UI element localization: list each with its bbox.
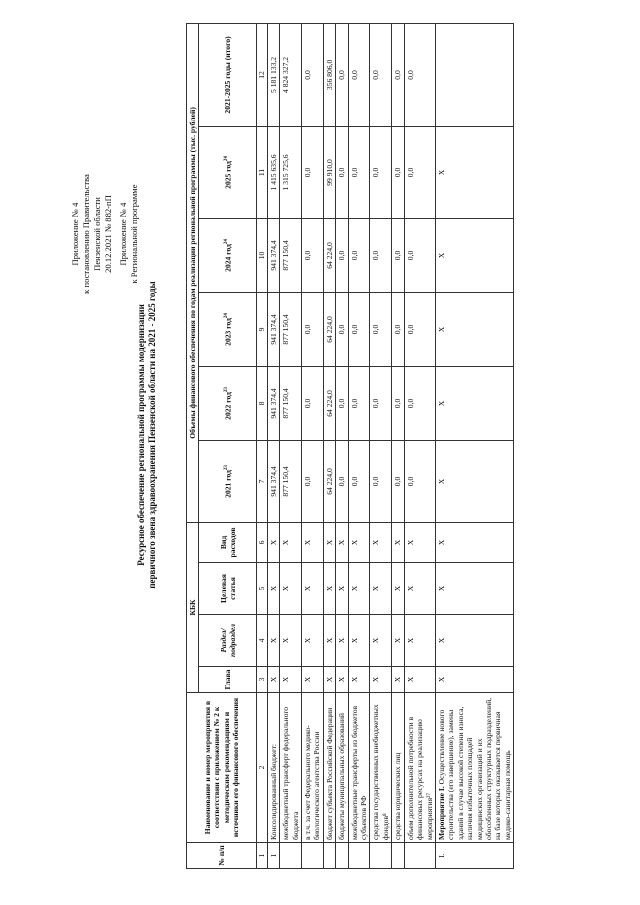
kbk-cell: X — [404, 563, 435, 615]
value-cell: 0,0 — [392, 366, 404, 440]
value-cell: 0,0 — [404, 23, 435, 126]
col-header-num: № п/п — [187, 843, 257, 869]
value-cell: 0,0 — [302, 440, 324, 522]
kbk-cell: X — [336, 667, 348, 693]
col-header-year: 2023 год$^{24}$ — [199, 292, 257, 366]
kbk-cell: X — [404, 615, 435, 667]
index-cell: 3 — [257, 667, 267, 693]
kbk-cell: X — [267, 615, 279, 667]
kbk-cell: X — [348, 667, 370, 693]
index-cell: 9 — [257, 292, 267, 366]
table-row — [267, 23, 279, 868]
index-row — [257, 23, 267, 868]
table-row — [336, 23, 348, 868]
kbk-cell: X — [392, 563, 404, 615]
value-cell: 877 150,4 — [280, 440, 302, 522]
value-cell: 0,0 — [370, 292, 392, 366]
value-cell — [435, 23, 513, 126]
value-cell: 0,0 — [336, 23, 348, 126]
kbk-cell: X — [280, 615, 302, 667]
title-line: Ресурсное обеспечение региональной программы модернизации — [136, 304, 146, 566]
value-cell: 0,0 — [336, 292, 348, 366]
value-cell: X — [435, 218, 513, 292]
index-cell: 2 — [257, 693, 267, 843]
value-cell: 356 806,0 — [323, 23, 335, 126]
annex-line: Приложение № 4 — [70, 202, 80, 266]
title-line: первичного звена здравоохранения Пензенской области на 2021 - 2025 годы — [147, 281, 157, 589]
row-name — [370, 693, 392, 843]
value-cell: 0,0 — [336, 366, 348, 440]
index-cell: 4 — [257, 615, 267, 667]
document-title — [136, 205, 158, 665]
value-cell: 0,0 — [302, 126, 324, 218]
row-number — [302, 843, 324, 869]
kbk-cell: X — [267, 667, 279, 693]
value-cell: 0,0 — [302, 292, 324, 366]
row-name — [280, 693, 302, 843]
value-cell: 64 224,0 — [323, 218, 335, 292]
value-cell: X — [435, 126, 513, 218]
value-cell: 0,0 — [370, 126, 392, 218]
table-row — [370, 23, 392, 868]
kbk-cell: X — [392, 522, 404, 562]
col-header-section: Раздел/ подраздел — [199, 615, 257, 667]
annex-line: Пензенской области — [92, 197, 102, 271]
col-header-year: 2021 год$^{23}$ — [199, 440, 257, 522]
row-name — [336, 693, 348, 843]
resource-table — [186, 23, 514, 869]
value-cell: 941 374,4 — [267, 440, 279, 522]
value-cell: 0,0 — [404, 218, 435, 292]
value-cell: 0,0 — [336, 218, 348, 292]
measure-label: Мероприятие I. — [436, 786, 446, 840]
value-cell: 0,0 — [370, 218, 392, 292]
annex-line: к Региональной программе — [129, 184, 139, 284]
annex-line: 20.12.2021 № 882-пП — [103, 195, 113, 273]
kbk-cell: X — [323, 667, 335, 693]
kbk-cell: X — [302, 615, 324, 667]
kbk-cell: X — [435, 667, 513, 693]
kbk-cell: X — [323, 615, 335, 667]
value-cell: 941 374,4 — [267, 366, 279, 440]
value-cell: 0,0 — [370, 23, 392, 126]
row-name-text: в т.ч. за счет Федерального медико-биологического агентства России — [303, 725, 322, 840]
value-cell: X — [435, 366, 513, 440]
kbk-cell: X — [280, 522, 302, 562]
table-row — [302, 23, 324, 868]
kbk-cell: X — [323, 522, 335, 562]
kbk-cell: X — [302, 563, 324, 615]
kbk-cell: X — [280, 563, 302, 615]
row-number — [404, 843, 435, 869]
row-name — [435, 693, 513, 843]
value-cell: 0,0 — [336, 440, 348, 522]
value-cell: 5 181 133,2 — [267, 23, 279, 126]
annex-line: Приложение № 4 — [118, 202, 128, 266]
annex-government-block — [70, 124, 114, 344]
row-name-text: межбюджетный трансферт федерального бюджета — [281, 706, 300, 840]
value-cell: 877 150,4 — [280, 218, 302, 292]
kbk-cell: X — [267, 522, 279, 562]
kbk-cell: X — [370, 615, 392, 667]
value-cell: 877 150,4 — [280, 292, 302, 366]
value-cell: 0,0 — [392, 218, 404, 292]
value-cell: 1 415 635,6 — [267, 126, 279, 218]
value-cell: 0,0 — [302, 218, 324, 292]
kbk-cell: X — [435, 563, 513, 615]
kbk-cell: X — [267, 563, 279, 615]
row-number — [323, 843, 335, 869]
value-cell: 0,0 — [348, 366, 370, 440]
annex-line: к постановлению Правительства — [81, 174, 91, 294]
value-cell: 1 315 725,6 — [280, 126, 302, 218]
value-cell: 0,0 — [392, 292, 404, 366]
kbk-cell: X — [336, 615, 348, 667]
kbk-cell: X — [302, 522, 324, 562]
index-cell: 7 — [257, 440, 267, 522]
row-name — [302, 693, 324, 843]
col-header-expense-type: Вид расходов — [199, 522, 257, 562]
kbk-cell: X — [348, 563, 370, 615]
kbk-cell: X — [280, 667, 302, 693]
value-cell: 877 150,4 — [280, 366, 302, 440]
value-cell: 0,0 — [348, 23, 370, 126]
value-cell: 0,0 — [370, 366, 392, 440]
value-cell: 0,0 — [370, 440, 392, 522]
row-number — [280, 843, 302, 869]
value-cell: 0,0 — [404, 366, 435, 440]
kbk-cell: X — [370, 667, 392, 693]
index-cell: 6 — [257, 522, 267, 562]
kbk-cell: X — [370, 522, 392, 562]
row-name-text: средства государственных внебюджетных фондов⁸ — [371, 704, 390, 840]
value-cell: 0,0 — [302, 23, 324, 126]
table-row — [280, 23, 302, 868]
col-header-chapter: Глава — [199, 667, 257, 693]
kbk-cell: X — [370, 563, 392, 615]
col-header-year: 2025 год$^{24}$ — [199, 126, 257, 218]
value-cell: 941 374,4 — [267, 292, 279, 366]
table-row — [392, 23, 404, 868]
col-header-target: Целевая статья — [199, 563, 257, 615]
kbk-cell: X — [404, 522, 435, 562]
value-cell: 0,0 — [392, 440, 404, 522]
row-number: I. — [435, 843, 513, 869]
row-name — [348, 693, 370, 843]
value-cell: 941 374,4 — [267, 218, 279, 292]
row-name-text: Консолидированный бюджет: — [268, 744, 278, 840]
index-cell: 11 — [257, 126, 267, 218]
col-header-name: Наименование и номер мероприятия в соответствии с приложением № 2 к методическим рекомендациям и источники его финансового обеспечения — [187, 693, 257, 843]
table-row — [404, 23, 435, 868]
row-number — [392, 843, 404, 869]
kbk-cell: X — [404, 667, 435, 693]
table-row — [323, 23, 335, 868]
row-number: 1 — [267, 843, 279, 869]
table-row — [348, 23, 370, 868]
kbk-cell: X — [392, 615, 404, 667]
value-cell: 0,0 — [404, 440, 435, 522]
index-cell: 10 — [257, 218, 267, 292]
value-cell: 0,0 — [348, 440, 370, 522]
col-header-year: 2022 год$^{23}$ — [199, 366, 257, 440]
row-name-text: бюджет субъекта Российской Федерации — [324, 707, 334, 840]
row-name-text: средства юридических лиц — [393, 752, 403, 840]
row-name — [267, 693, 279, 843]
kbk-cell: X — [435, 615, 513, 667]
value-cell: 64 224,0 — [323, 366, 335, 440]
row-number — [348, 843, 370, 869]
kbk-cell: X — [336, 522, 348, 562]
value-cell: 0,0 — [392, 126, 404, 218]
kbk-cell: X — [348, 615, 370, 667]
value-cell: X — [435, 292, 513, 366]
value-cell: 0,0 — [302, 366, 324, 440]
index-cell: 8 — [257, 366, 267, 440]
index-cell: 12 — [257, 23, 267, 126]
row-name-text: бюджеты муниципальных образований — [337, 713, 347, 840]
kbk-cell: X — [435, 522, 513, 562]
value-cell: 0,0 — [404, 292, 435, 366]
row-number — [370, 843, 392, 869]
value-cell: 0,0 — [348, 292, 370, 366]
kbk-cell: X — [348, 522, 370, 562]
value-cell: 0,0 — [336, 126, 348, 218]
row-number — [336, 843, 348, 869]
index-cell: 1 — [257, 843, 267, 869]
value-cell: 64 224,0 — [323, 292, 335, 366]
col-header-volumes: Объемы финансового обеспечения по годам реализации региональной программы (тыс. рублей) — [187, 23, 199, 522]
table-row — [435, 23, 513, 868]
row-name — [404, 693, 435, 843]
value-cell: 99 910,0 — [323, 126, 335, 218]
col-header-year: 2024 год$^{24}$ — [199, 218, 257, 292]
value-cell: 0,0 — [392, 23, 404, 126]
value-cell: X — [435, 440, 513, 522]
kbk-cell: X — [302, 667, 324, 693]
kbk-cell: X — [392, 667, 404, 693]
col-header-kbk: КБК — [187, 522, 199, 692]
value-cell: 0,0 — [404, 126, 435, 218]
value-cell: 0,0 — [348, 126, 370, 218]
kbk-cell: X — [336, 563, 348, 615]
value-cell: 0,0 — [348, 218, 370, 292]
value-cell: 4 824 327,2 — [280, 23, 302, 126]
row-name-text: Осуществление нового строительства (его завершение), замены зданий в случае высокой степени износа, наличия избыточных площадей медицинских организаций и их обособленных структурных подразделений, на базе которых оказывается первичная медико-санитарная помощь — [436, 697, 512, 840]
row-name — [323, 693, 335, 843]
row-name-text: межбюджетные трансферты из бюджетов субъектов РФ — [349, 705, 369, 840]
row-name — [392, 693, 404, 843]
col-header-total: 2021-2025 годы (итого) — [199, 23, 257, 126]
index-cell: 5 — [257, 563, 267, 615]
kbk-cell: X — [323, 563, 335, 615]
value-cell: 64 224,0 — [323, 440, 335, 522]
row-name-text: объем дополнительной потребности в финансовых ресурсах на реализацию мероприятия²⁷ — [405, 716, 434, 840]
